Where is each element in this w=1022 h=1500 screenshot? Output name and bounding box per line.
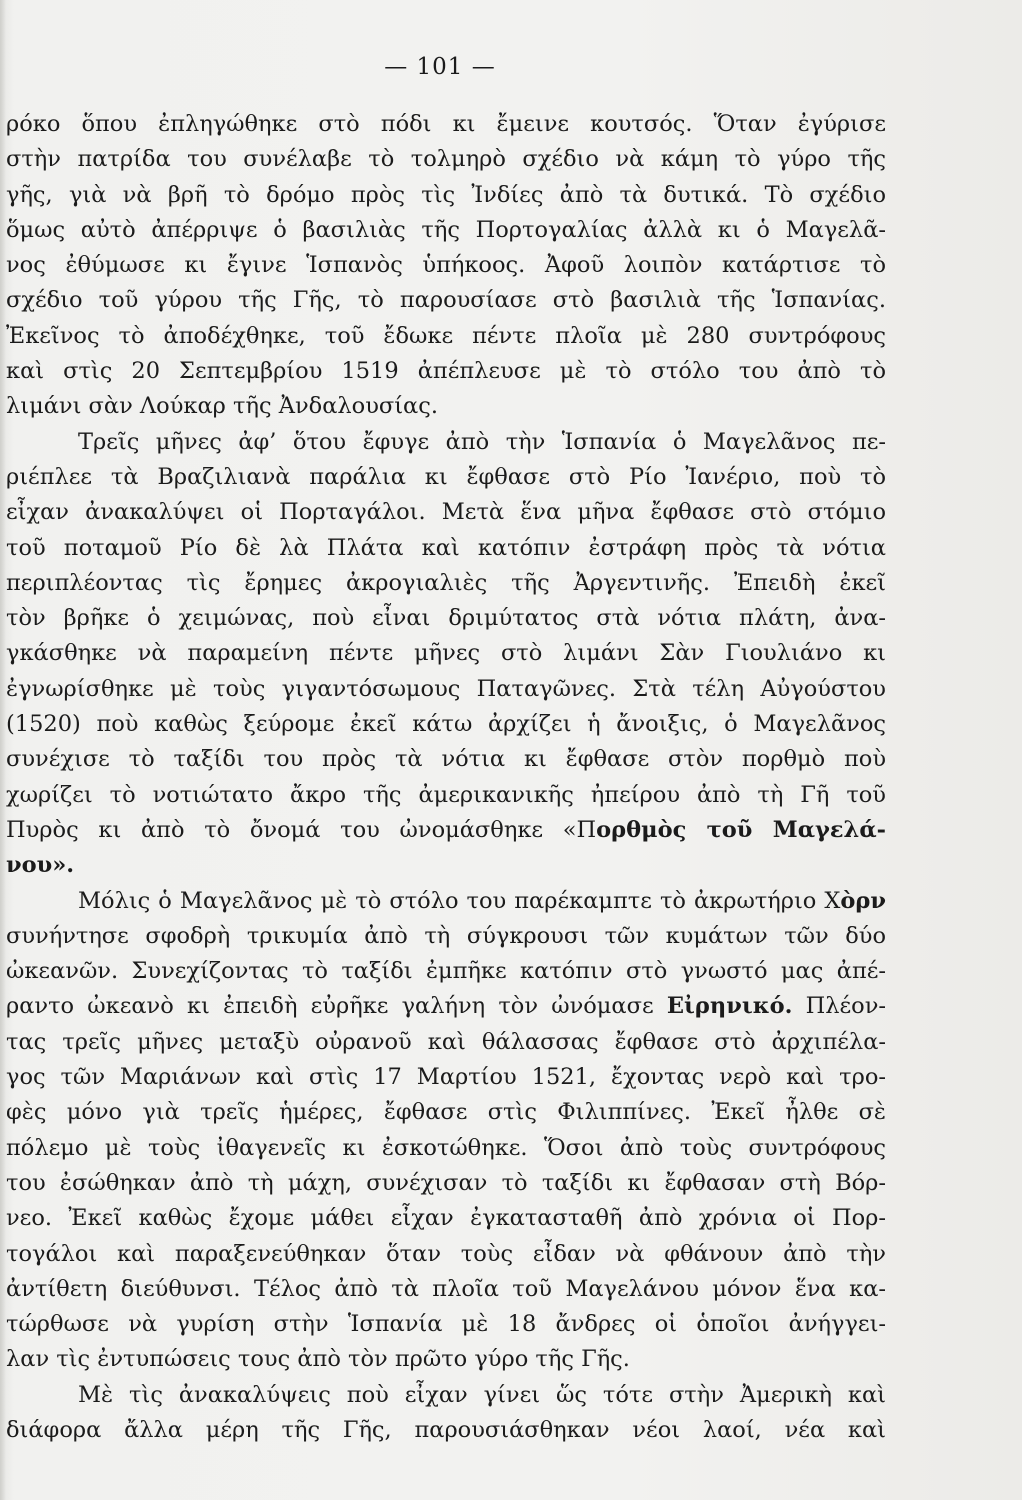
text-line: νου». — [6, 852, 75, 879]
text-line: τογάλοι καὶ παραξενεύθηκαν ὅταν τοὺς εἶδαν νὰ φθάνουν ἀπὸ τὴν — [6, 1240, 886, 1267]
text-line: γος τῶν Μαριάνων καὶ στὶς 17 Μαρτίου 1521, ἔχοντας νερὸ καὶ τρο- — [6, 1064, 886, 1091]
text-line: Μόλις ὁ Μαγελᾶνος μὲ τὸ στόλο του παρέκαμπτε τὸ ἀκρωτήριο Χὸρν — [78, 887, 886, 914]
text-line: σχέδιο τοῦ γύρου τῆς Γῆς, τὸ παρουσίασε στὸ βασιλιὰ τῆς Ἱσπανίας. — [6, 287, 886, 314]
text-line: γκάσθηκε νὰ παραμείνη πέντε μῆνες στὸ λιμάνι Σὰν Γιουλιάνο κι — [6, 640, 886, 667]
text-line: του ἐσώθηκαν ἀπὸ τὴ μάχη, συνέχισαν τὸ ταξίδι κι ἔφθασαν στὴ Βόρ- — [6, 1169, 886, 1196]
text-line: συνήντησε σφοδρὴ τρικυμία ἀπὸ τὴ σύγκρουσι τῶν κυμάτων τῶν δύο — [6, 922, 886, 949]
text-line: πόλεμο μὲ τοὺς ἰθαγενεῖς κι ἐσκοτώθηκε. Ὅσοι ἀπὸ τοὺς συντρόφους — [6, 1134, 886, 1161]
text-line: διάφορα ἄλλα μέρη τῆς Γῆς, παρουσιάσθηκαν νέοι λαοί, νέα καὶ — [6, 1416, 886, 1443]
text-line: ριέπλεε τὰ Βραζιλιανὰ παράλια κι ἔφθασε στὸ Ρίο Ἰανέριο, ποὺ τὸ — [6, 463, 886, 490]
text-line: περιπλέοντας τὶς ἔρημες ἀκρογιαλιὲς τῆς Ἀργεντινῆς. Ἐπειδὴ ἐκεῖ — [6, 569, 886, 596]
text-line: Πυρὸς κι ἀπὸ τὸ ὄνομά του ὠνομάσθηκε «Πορθμὸς τοῦ Μαγελά- — [6, 816, 886, 843]
text-line: Μὲ τὶς ἀνακαλύψεις ποὺ εἶχαν γίνει ὥς τότε στὴν Ἀμερικὴ καὶ — [78, 1381, 886, 1408]
text-line: ραντο ὠκεανὸ κι ἐπειδὴ εὐρῆκε γαλήνη τὸν ὠνόμασε Εἰρηνικό. Πλέον- — [6, 993, 886, 1020]
text-line: ἐγνωρίσθηκε μὲ τοὺς γιγαντόσωμους Παταγῶνες. Στὰ τέλη Αὐγούστου — [6, 675, 886, 702]
text-line: εἶχαν ἀνακαλύψει οἱ Πορταγάλοι. Μετὰ ἕνα μῆνα ἔφθασε στὸ στόμιο — [6, 499, 886, 526]
text-line: (1520) ποὺ καθὼς ξεύρομε ἐκεῖ κάτω ἀρχίζει ἡ ἄνοιξις, ὁ Μαγελᾶνος — [6, 711, 886, 738]
text-line: Ἐκεῖνος τὸ ἀποδέχθηκε, τοῦ ἔδωκε πέντε πλοῖα μὲ 280 συντρόφους — [6, 322, 886, 349]
text-line: Τρεῖς μῆνες ἀφ’ ὅτου ἔφυγε ἀπὸ τὴν Ἱσπανία ὁ Μαγελᾶνος πε- — [78, 428, 886, 455]
text-line: ὅμως αὐτὸ ἀπέρριψε ὁ βασιλιὰς τῆς Πορτογαλίας ἀλλὰ κι ὁ Μαγελᾶ- — [6, 216, 886, 243]
page-number: — 101 — — [384, 54, 496, 80]
text-line: ὠκεανῶν. Συνεχίζοντας τὸ ταξίδι ἐμπῆκε κατόπιν στὸ γνωστό μας ἀπέ- — [6, 958, 886, 985]
text-line: νεο. Ἐκεῖ καθὼς ἔχομε μάθει εἶχαν ἐγκατασταθῆ ἀπὸ χρόνια οἱ Πορ- — [6, 1205, 886, 1232]
text-line: καὶ στὶς 20 Σεπτεμβρίου 1519 ἀπέπλευσε μὲ τὸ στόλο του ἀπὸ τὸ — [6, 358, 886, 385]
text-line: τας τρεῖς μῆνες μεταξὺ οὐρανοῦ καὶ θάλασσας ἔφθασε στὸ ἀρχιπέλα- — [6, 1028, 886, 1055]
text-line: λαν τὶς ἐντυπώσεις τους ἀπὸ τὸν πρῶτο γύρο τῆς Γῆς. — [6, 1346, 630, 1373]
text-line: ρόκο ὅπου ἐπληγώθηκε στὸ πόδι κι ἔμεινε κουτσός. Ὅταν ἐγύρισε — [6, 111, 886, 137]
body-text — [6, 107, 886, 1448]
text-line: γῆς, γιὰ νὰ βρῆ τὸ δρόμο πρὸς τὶς Ἰνδίες ἀπὸ τὰ δυτικά. Τὸ σχέδιο — [6, 181, 886, 208]
text-line: τοῦ ποταμοῦ Ρίο δὲ λὰ Πλάτα καὶ κατόπιν ἐστράφη πρὸς τὰ νότια — [6, 534, 886, 561]
text-line: τὸν βρῆκε ὁ χειμώνας, ποὺ εἶναι δριμύτατος στὰ νότια πλάτη, ἀνα- — [6, 605, 886, 632]
text-line: χωρίζει τὸ νοτιώτατο ἄκρο τῆς ἀμερικανικῆς ἠπείρου ἀπὸ τὴ Γῆ τοῦ — [6, 781, 886, 808]
text-line: στὴν πατρίδα του συνέλαβε τὸ τολμηρὸ σχέδιο νὰ κάμη τὸ γύρο τῆς — [6, 146, 886, 173]
text-line: ἀντίθετη διεύθυνσι. Τέλος ἀπὸ τὰ πλοῖα τοῦ Μαγελάνου μόνον ἕνα κα- — [6, 1275, 886, 1302]
text-line: νος ἐθύμωσε κι ἔγινε Ἱσπανὸς ὑπήκοος. Ἀφοῦ λοιπὸν κατάρτισε τὸ — [6, 252, 886, 279]
text-line: λιμάνι σὰν Λούκαρ τῆς Ἀνδαλουσίας. — [6, 393, 439, 420]
text-line: φὲς μόνο γιὰ τρεῖς ἡμέρες, ἔφθασε στὶς Φιλιππίνες. Ἐκεῖ ἦλθε σὲ — [6, 1099, 886, 1126]
text-line: συνέχισε τὸ ταξίδι του πρὸς τὰ νότια κι ἔφθασε στὸν πορθμὸ ποὺ — [6, 746, 886, 773]
text-line: τώρθωσε νὰ γυρίση στὴν Ἱσπανία μὲ 18 ἄνδρες οἱ ὁποῖοι ἀνήγγει- — [6, 1311, 886, 1338]
